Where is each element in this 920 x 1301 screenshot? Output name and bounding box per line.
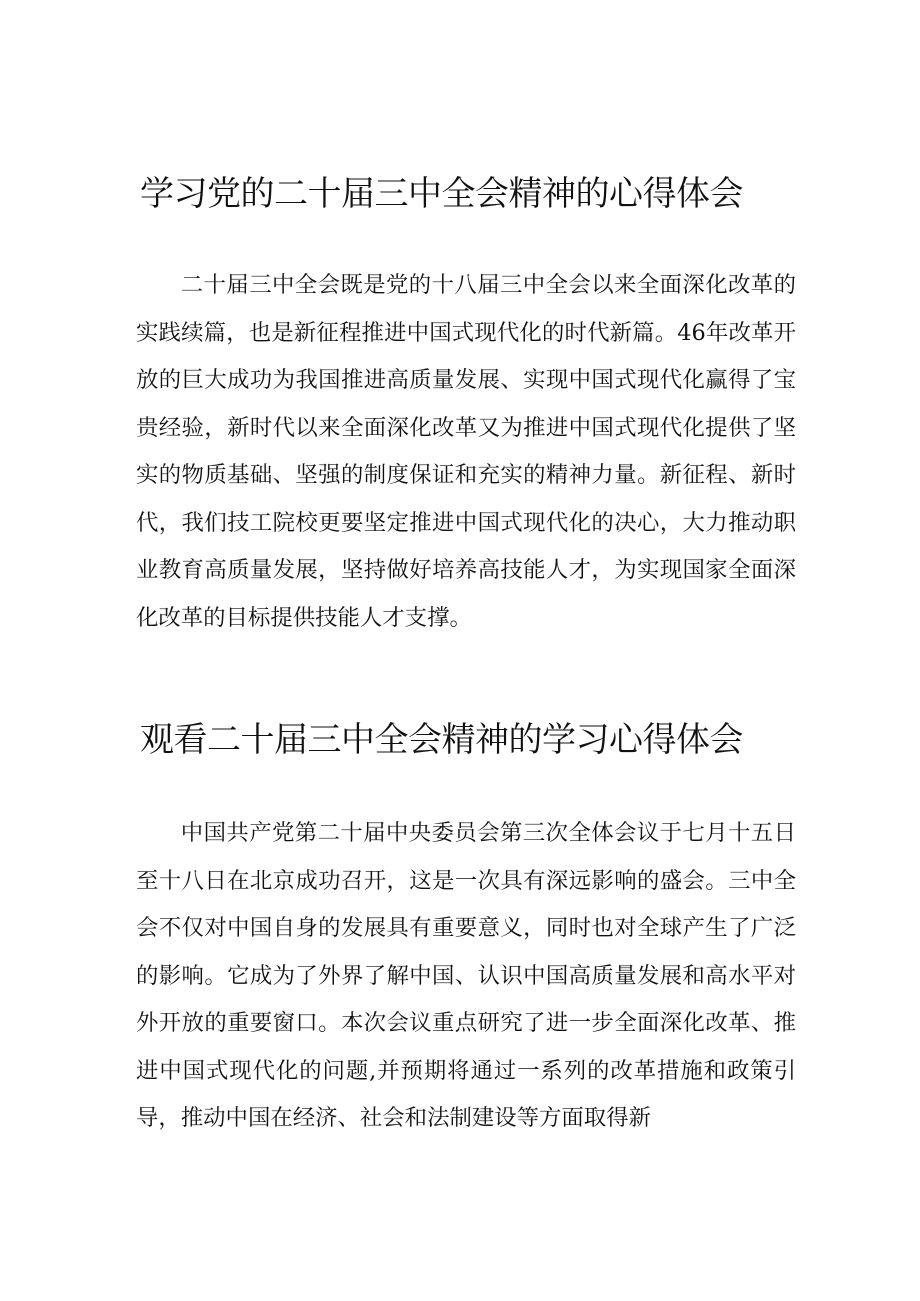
section-1-body: 二十届三中全会既是党的十八届三中全会以来全面深化改革的实践续篇，也是新征程推进中国式现代化的时代新篇。46年改革开放的巨大成功为我国推进高质量发展、实现中国式现代化赢得了宝贵经验，新时代以来全面深化改革又为推进中国式现代化提供了坚实的物质基础、坚强的制度保证和充实的精神力量。新征程、新时代，我们技工院校更要坚定推进中国式现代化的决心，大力推动职业教育高质量发展，坚持做好培养高技能人才，为实现国家全面深化改革的目标提供技能人才支撑。 bbox=[136, 272, 796, 631]
section-2-title: 观看二十届三中全会精神的学习心得体会 bbox=[140, 720, 743, 760]
section-1-title: 学习党的二十届三中全会精神的心得体会 bbox=[140, 174, 743, 214]
section-2-body: 中国共产党第二十届中央委员会第三次全体会议于七月十五日至十八日在北京成功召开，这是一次具有深远影响的盛会。三中全会不仅对中国自身的发展具有重要意义，同时也对全球产生了广泛的影响。它成为了外界了解中国、认识中国高质量发展和高水平对外开放的重要窗口。本次会议重点研究了进一步全面深化改革、推进中国式现代化的问题,并预期将通过一系列的改革措施和政策引导，推动中国在经济、社会和法制建设等方面取得新 bbox=[136, 820, 796, 1131]
